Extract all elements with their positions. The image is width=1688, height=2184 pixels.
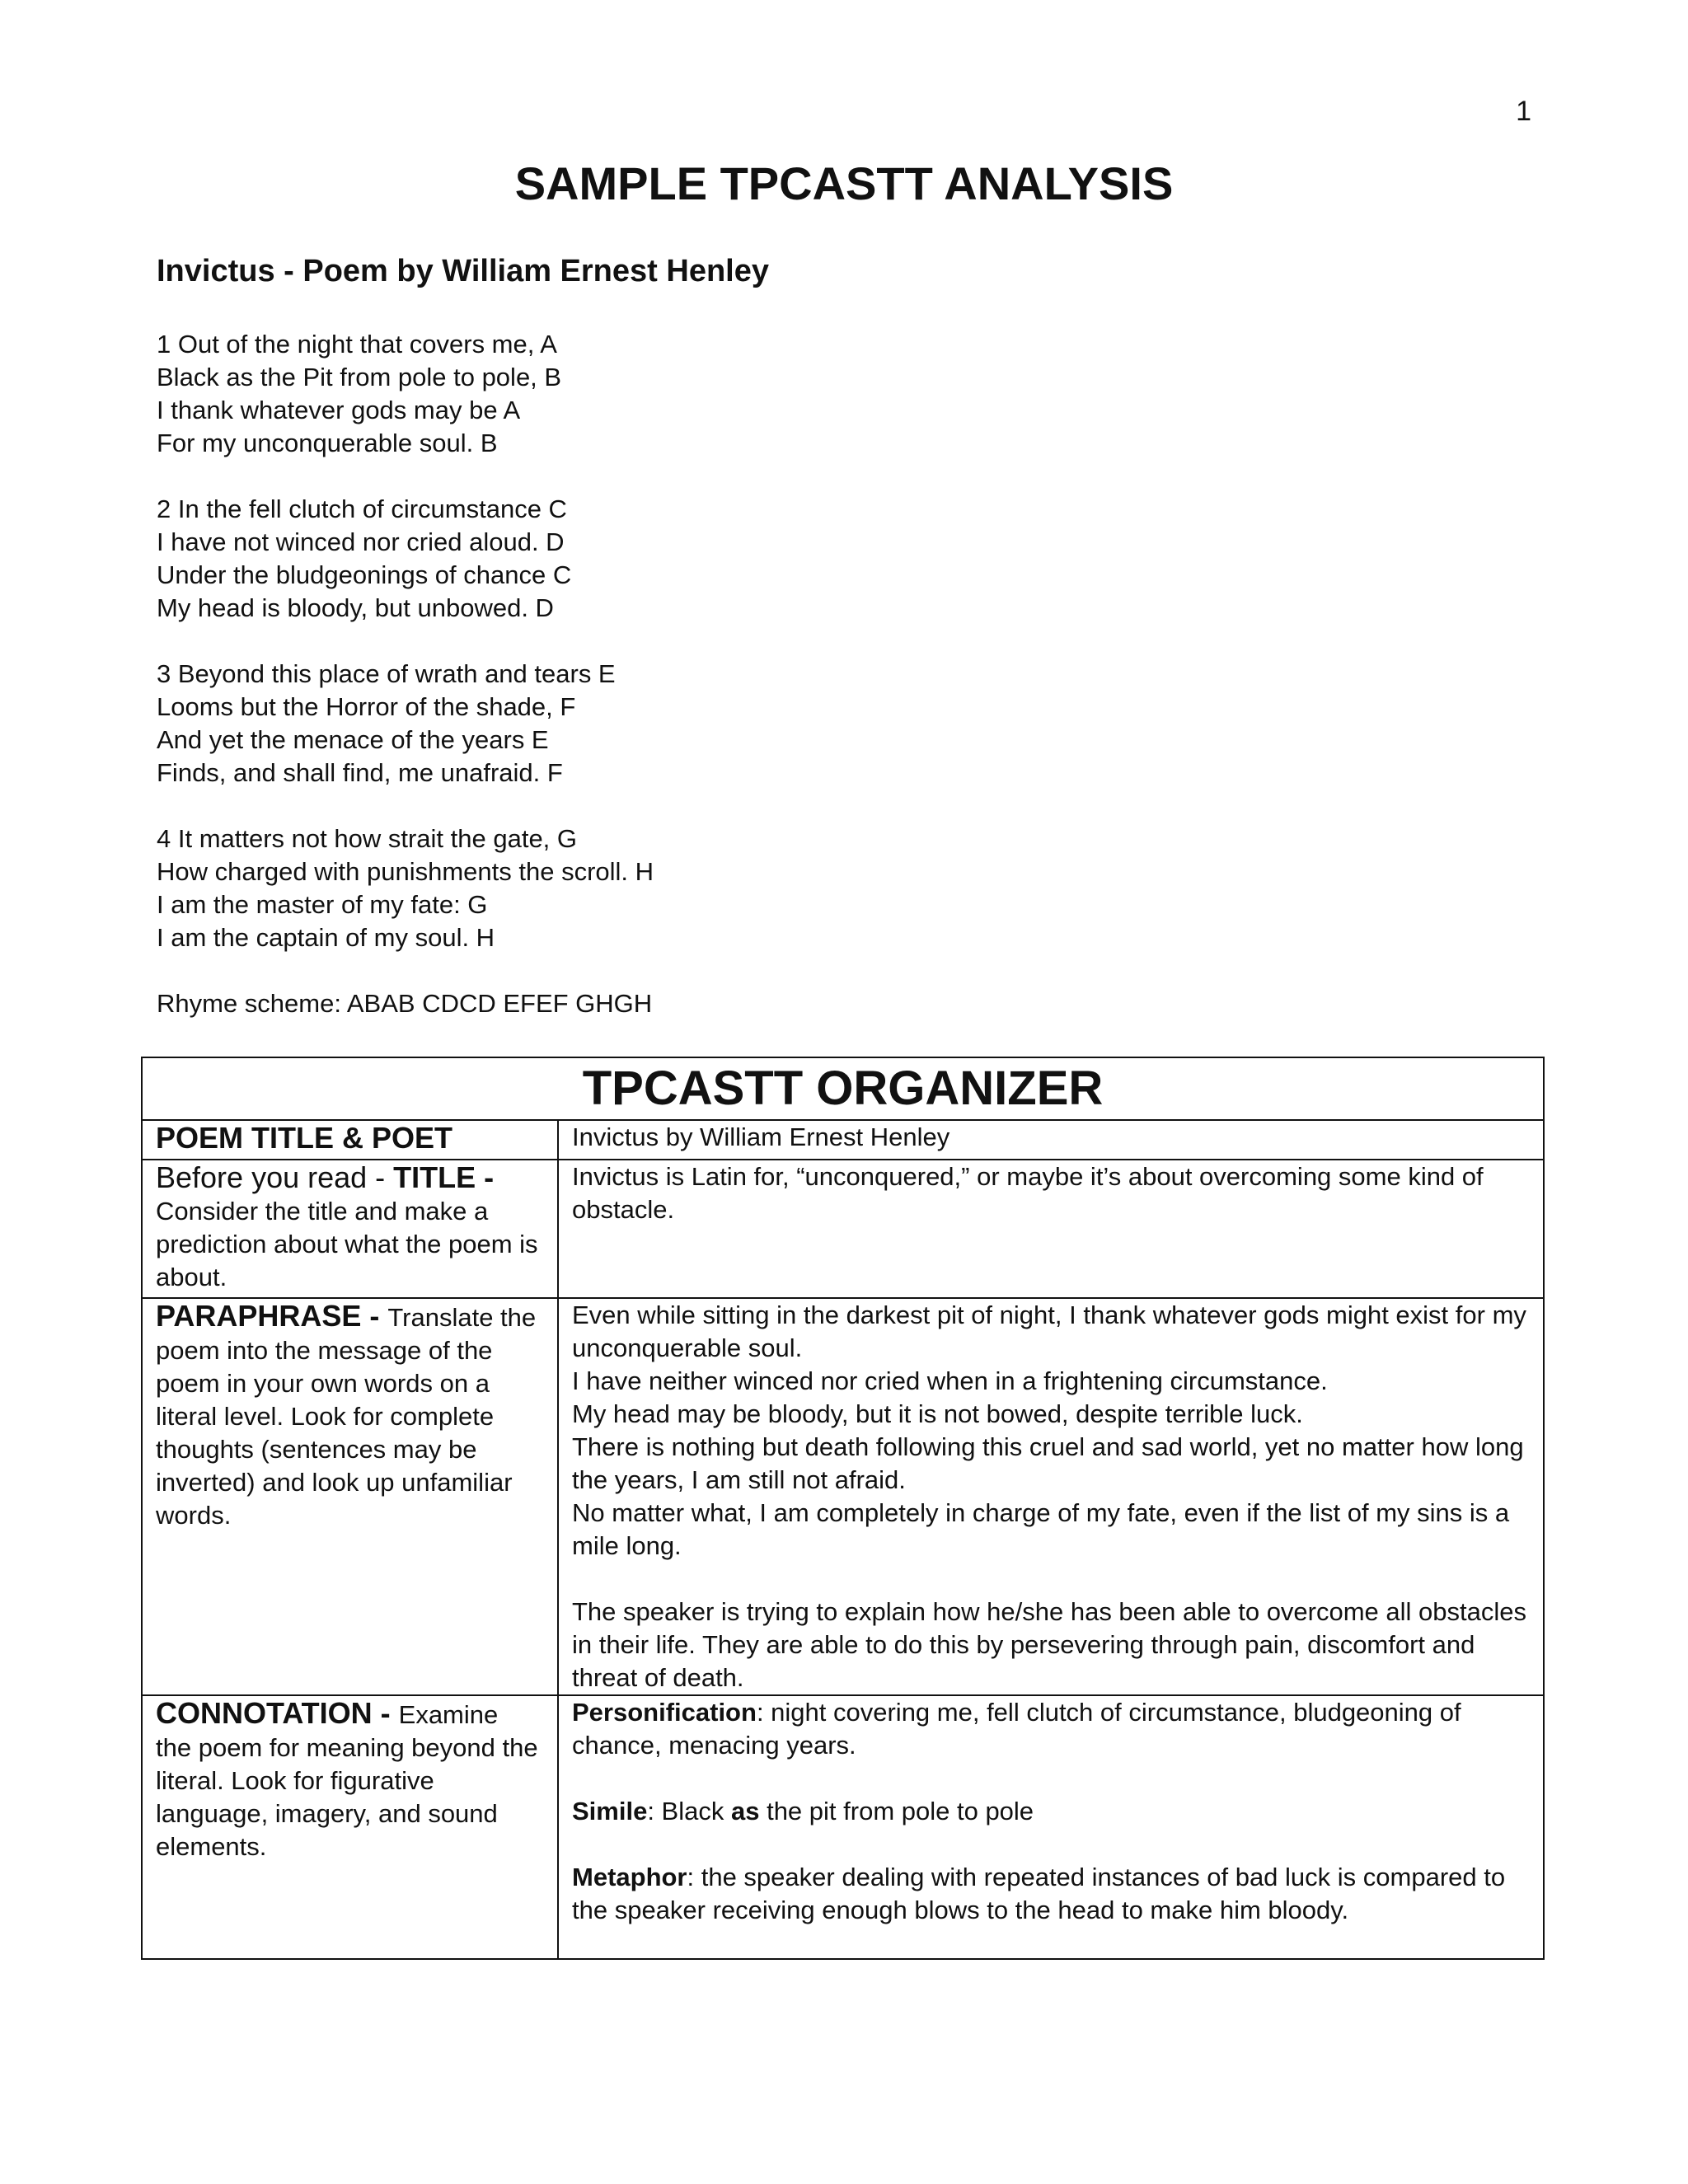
stanza-1 — [157, 328, 1063, 460]
metaphor-entry — [572, 1861, 1530, 1927]
poem-line: 2 In the fell clutch of circumstance C — [157, 494, 567, 523]
poem-line: I thank whatever gods may be A — [157, 396, 521, 424]
poem-line: How charged with punishments the scroll. H — [157, 857, 654, 886]
tpcastt-organizer-table — [141, 1057, 1545, 1960]
organizer-title: TPCASTT ORGANIZER — [142, 1057, 1544, 1120]
poem-line: Looms but the Horror of the shade, F — [157, 692, 576, 721]
personification-entry — [572, 1696, 1530, 1762]
paraphrase-label-cell — [142, 1298, 558, 1695]
document-title: SAMPLE TPCASTT ANALYSIS — [514, 157, 1174, 209]
paraphrase-line: There is nothing but death following this cruel and sad world, yet no matter how long the years, I am still not afraid. — [572, 1432, 1524, 1494]
paraphrase-line: My head may be bloody, but it is not bowed, despite terrible luck. — [572, 1399, 1303, 1428]
before-label-bold: TITLE - — [393, 1160, 495, 1194]
stanza-2 — [157, 493, 1063, 625]
paraphrase-line: I have neither winced nor cried when in a frightening circumstance. — [572, 1366, 1328, 1395]
poem-line: Under the bludgeonings of chance C — [157, 560, 572, 589]
poem-heading: Invictus - Poem by William Ernest Henley — [157, 254, 769, 288]
poem-text — [157, 328, 1063, 1020]
simile-text-a: : Black — [647, 1797, 731, 1825]
rhyme-scheme: Rhyme scheme: ABAB CDCD EFEF GHGH — [157, 989, 653, 1018]
connotation-label-cell — [142, 1695, 558, 1959]
paraphrase-label: PARAPHRASE - — [156, 1299, 388, 1333]
poem-line: Black as the Pit from pole to pole, B — [157, 363, 562, 391]
paraphrase-description-first: Translate the — [387, 1303, 537, 1332]
personification-text: : night covering me, fell clutch of circumstance, bludgeoning of chance, menacing years. — [572, 1698, 1461, 1760]
page-number: 1 — [1516, 96, 1531, 127]
connotation-description: the poem for meaning beyond the literal. Look for figurative language, imagery, and sound elements. — [156, 1733, 538, 1861]
poem-line: I have not winced nor cried aloud. D — [157, 527, 565, 556]
row-paraphrase — [142, 1298, 1544, 1695]
spacer — [572, 1563, 1530, 1596]
stanza-3 — [157, 658, 1063, 790]
connotation-label: CONNOTATION - — [156, 1696, 399, 1730]
simile-entry — [572, 1795, 1530, 1828]
row-before-you-read — [142, 1160, 1544, 1298]
before-answer: Invictus is Latin for, “unconquered,” or maybe it’s about overcoming some kind of obstacle. — [558, 1160, 1544, 1298]
paraphrase-line: Even while sitting in the darkest pit of night, I thank whatever gods might exist for my unconquerable soul. — [572, 1301, 1526, 1362]
connotation-answer — [558, 1695, 1544, 1959]
before-label-cell — [142, 1160, 558, 1298]
poem-line: 4 It matters not how strait the gate, G — [157, 824, 578, 853]
personification-term: Personification — [572, 1698, 757, 1727]
title-poet-answer: Invictus by William Ernest Henley — [558, 1120, 1544, 1160]
poem-line: I am the captain of my soul. H — [157, 923, 495, 952]
poem-line: 3 Beyond this place of wrath and tears E — [157, 659, 616, 688]
spacer — [572, 1762, 1530, 1795]
metaphor-term: Metaphor — [572, 1863, 687, 1891]
row-connotation — [142, 1695, 1544, 1959]
simile-text-b: the pit from pole to pole — [759, 1797, 1034, 1825]
row-title-poet — [142, 1120, 1544, 1160]
before-description: Consider the title and make a prediction about what the poem is about. — [156, 1197, 538, 1291]
paraphrase-description: poem into the message of the poem in your own words on a literal level. Look for complete thoughts (sentences may be inverted) and look up unfamiliar words. — [156, 1336, 513, 1530]
poem-line: And yet the menace of the years E — [157, 725, 549, 754]
simile-as: as — [730, 1797, 760, 1825]
stanza-4 — [157, 823, 1063, 954]
poem-line: 1 Out of the night that covers me, A — [157, 330, 557, 359]
simile-term: Simile — [572, 1797, 648, 1825]
poem-line: For my unconquerable soul. B — [157, 429, 498, 457]
poem-line: My head is bloody, but unbowed. D — [157, 593, 554, 622]
metaphor-text: : the speaker dealing with repeated instances of bad luck is compared to the speaker receiving enough blows to the head to make him bloody. — [572, 1863, 1506, 1924]
paraphrase-line: No matter what, I am completely in charge of my fate, even if the list of my sins is a mile long. — [572, 1498, 1510, 1560]
connotation-description-first: Examine — [398, 1700, 499, 1729]
spacer — [572, 1828, 1530, 1861]
poem-line: Finds, and shall find, me unafraid. F — [157, 758, 563, 787]
poem-line: I am the master of my fate: G — [157, 890, 488, 919]
before-label-plain: Before you read - — [156, 1160, 394, 1194]
title-poet-label-cell — [142, 1120, 558, 1160]
title-poet-label: POEM TITLE & POET — [156, 1121, 453, 1155]
paraphrase-answer — [558, 1298, 1544, 1695]
paraphrase-summary: The speaker is trying to explain how he/she has been able to overcome all obstacles in their life. They are able to do this by persevering through pain, discomfort and threat of death. — [572, 1597, 1527, 1692]
